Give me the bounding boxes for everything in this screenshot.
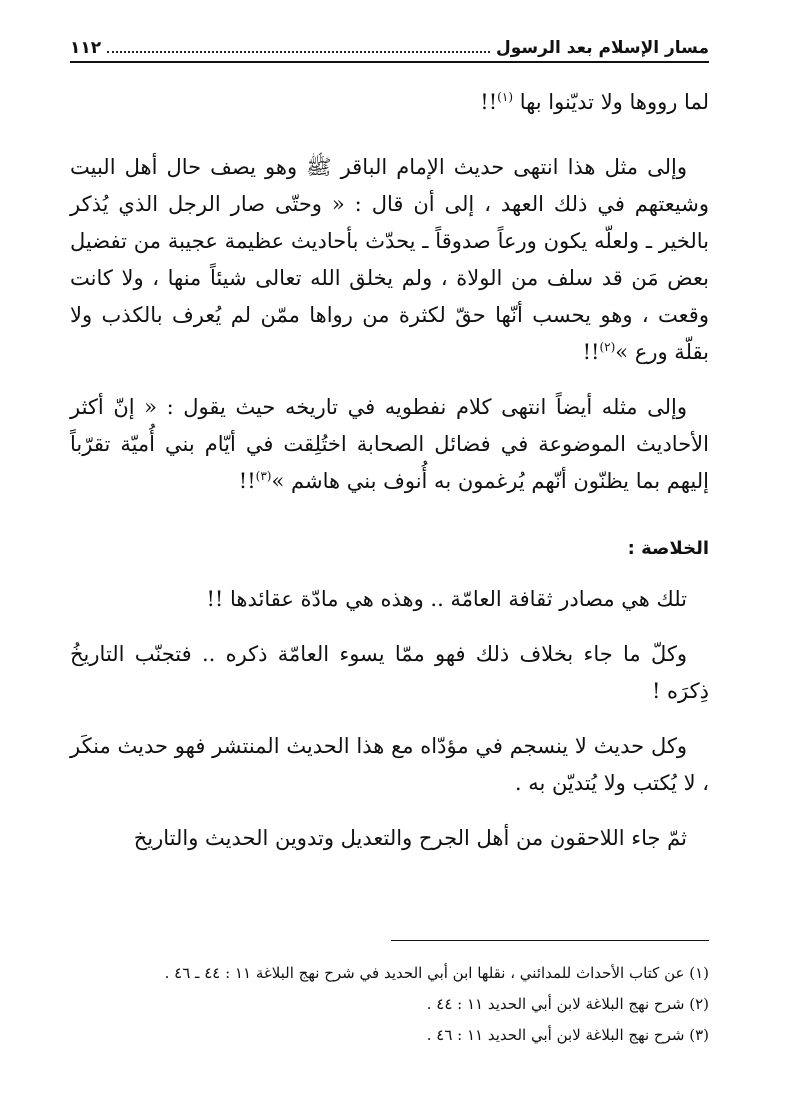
running-title: مسار الإسلام بعد الرسول: [495, 38, 709, 58]
exclamation-1: !!: [480, 90, 498, 114]
paragraph-4: تلك هي مصادر ثقافة العامّة .. وهذه هي مادّة عقائدها !!: [206, 587, 687, 611]
paragraph-2: [70, 149, 709, 371]
book-page: [70, 0, 709, 1109]
header-leader: [70, 38, 496, 58]
page-number: ١١٢: [70, 38, 102, 58]
paragraph-7: ثمّ جاء اللاحقون من أهل الجرح والتعديل وتدوين الحديث والتاريخ: [133, 826, 687, 850]
footnote-3: (٣) شرح نهج البلاغة لابن أبي الحديد ١١ : ٤٦ .: [426, 1026, 709, 1044]
footnote-ref-2: (٢): [599, 340, 616, 354]
paragraph-1-text: لما رووها ولا تديّنوا بها: [519, 90, 709, 114]
footnote-1: (١) عن كتاب الأحداث للمدائني ، نقلها ابن أبي الحديد في شرح نهج البلاغة ١١ : ٤٤ ـ ٤٦ .: [164, 964, 709, 982]
paragraph-3: [70, 389, 709, 500]
paragraph-6: وكل حديث لا ينسجم في مؤدّاه مع هذا الحديث المنتشر فهو حديث منكَر ، لا يُكتب ولا يُتديّن به .: [70, 734, 709, 795]
exclamation-3: !!: [238, 469, 256, 493]
section-heading: الخلاصة :: [627, 538, 709, 559]
footnote-ref-1: (١): [497, 90, 513, 104]
footnotes: [70, 958, 709, 1051]
paragraph-3-text: وإلى مثله أيضاً انتهى كلام نفطويه في تاريخه حيث يقول : « إنّ أكثر الأحاديث الموضوعة في فضائل الصحابة اختُلِقت في أيّام بني أُميّة تقرّباً إليهم بما يظنّون أنّهم يُرغمون به أُنوف بني هاشم »: [70, 395, 709, 493]
main-text: [70, 84, 709, 875]
paragraph-5: وكلّ ما جاء بخلاف ذلك فهو ممّا يسوء العامّة ذكره .. فتجنّب التاريخُ ذِكرَه !: [70, 642, 709, 703]
exclamation-2: !!: [582, 340, 600, 364]
running-header: [70, 30, 709, 63]
paragraph-2-text: وإلى مثل هذا انتهى حديث الإمام الباقر ﷺ وهو يصف حال أهل البيت وشيعتهم في ذلك العهد ، إلى أن قال : « وحتّى صار الرجل الذي يُذكر بالخير ـ ولعلّه يكون ورعاً صدوقاً ـ يحدّث بأحاديث عظيمة عجيبة من تفضيل بعض مَن قد سلف من الولاة ، ولم يخلق الله تعالى شيئاً منها ، ولا كانت وقعت ، وهو يحسب أنّها حقّ لكثرة من رواها ممّن لم يُعرف بالكذب ولا بقلّة ورع »: [70, 155, 709, 364]
paragraph-1: [70, 84, 709, 121]
footnote-ref-3: (٣): [255, 469, 272, 483]
footnote-2: (٢) شرح نهج البلاغة لابن أبي الحديد ١١ : ٤٤ .: [426, 995, 709, 1013]
footnote-separator: [391, 940, 709, 941]
header-dot-leader: [107, 51, 490, 53]
